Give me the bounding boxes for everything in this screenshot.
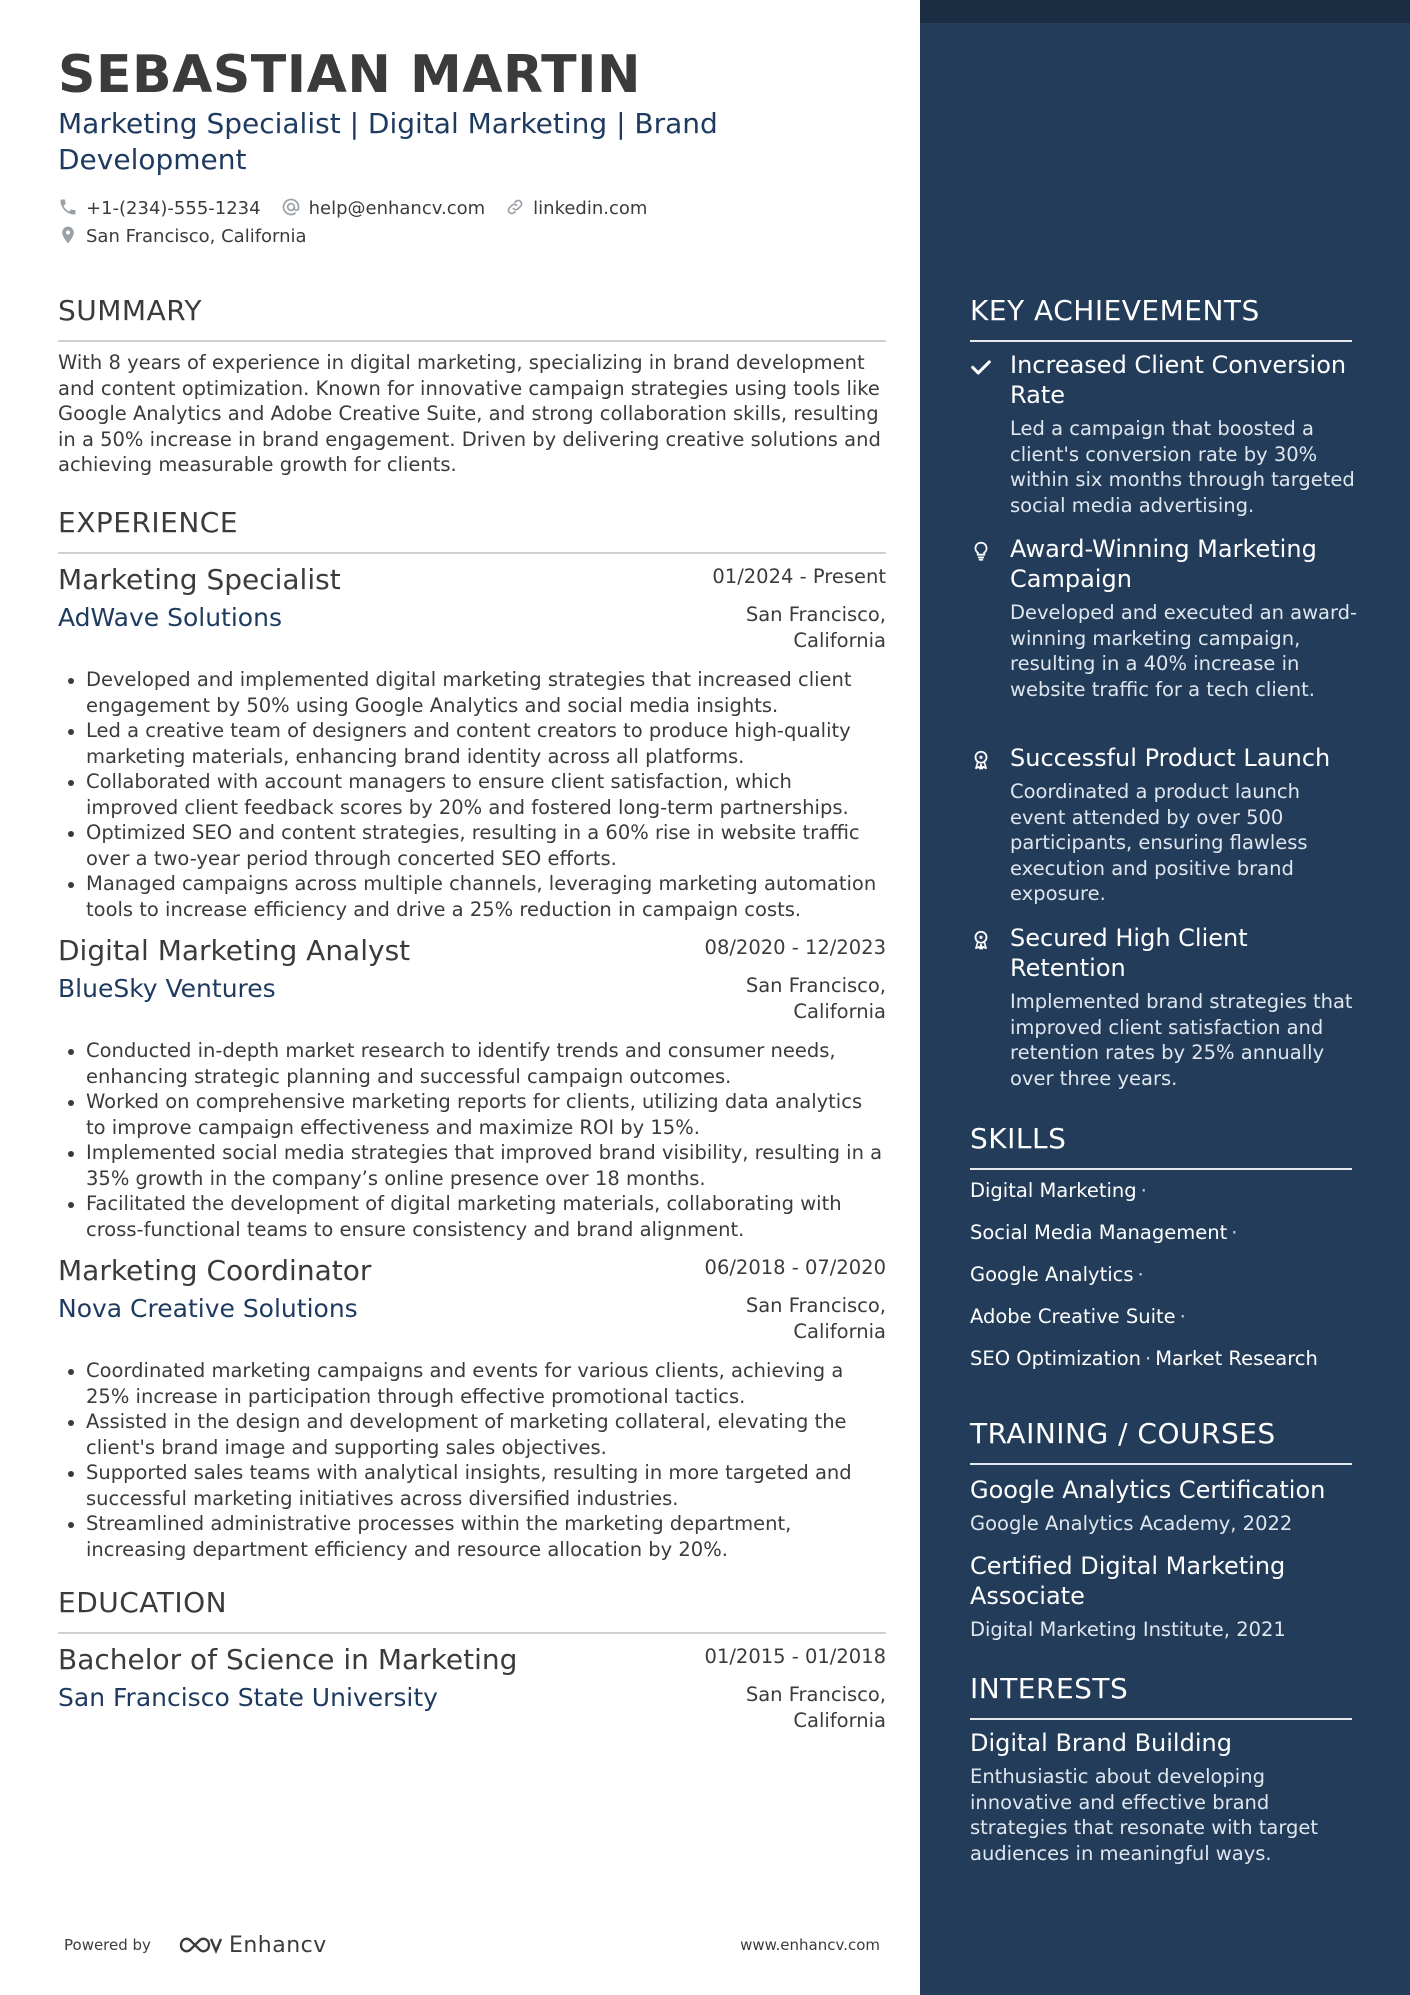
linkedin-contact[interactable] [505,197,647,219]
course-provider: Google Analytics Academy, 2022 [970,1512,1293,1535]
education-dates: 01/2015 - 01/2018 [704,1645,886,1668]
bullet-item: Led a creative team of designers and content creators to produce high-quality marketing materials, enhancing brand identity across all platforms. [58,718,886,769]
job-bullets [58,667,886,922]
achievement-title: Increased Client Conversion Rate [1010,351,1347,409]
powered-by-text: Powered by [64,1936,151,1954]
headline: Marketing Specialist | Digital Marketing | Brand Development [58,107,718,176]
job-dates: 08/2020 - 12/2023 [704,936,886,959]
bullet-item: Optimized SEO and content strategies, resulting in a 60% rise in website traffic over a two-year period through concerted SEO efforts. [58,820,886,871]
education-location: San Francisco, California [745,1683,886,1732]
achievement-desc: Implemented brand strategies that improved client satisfaction and retention rates by 25% annually over three years. [1010,990,1353,1090]
footer [64,1930,880,1960]
skills-list: Digital Marketing · Social Media Management · Google Analytics · Adobe Creative Suite · SEO Optimization · Market Research [970,1179,1318,1370]
interest-desc: Enthusiastic about developing innovative and effective brand strategies that resonate with target audiences in meaningful ways. [970,1765,1319,1865]
job-title: Digital Marketing Analyst [58,934,411,967]
job-company: BlueSky Ventures [58,974,276,1003]
enhancv-logo-icon [177,1933,223,1957]
skill-item: Adobe Creative Suite [970,1305,1176,1328]
linkedin-text: linkedin.com [533,197,648,219]
skill-item: Social Media Management [970,1221,1228,1244]
job-location: San Francisco, California [745,1294,886,1343]
link-icon [505,197,529,219]
interest-item [970,1728,1360,1866]
at-icon [281,197,305,219]
sidebar [920,0,1410,1995]
achievement-title: Award-Winning Marketing Campaign [1010,535,1317,593]
experience-heading: EXPERIENCE [58,506,886,554]
skill-item: Google Analytics [970,1263,1134,1286]
bullet-item: Worked on comprehensive marketing reports for clients, utilizing data analytics to improve campaign effectiveness and maximize ROI by 15%. [58,1089,886,1140]
course-item [970,1551,1360,1643]
bullet-item: Conducted in-depth market research to identify trends and consumer needs, enhancing strategic planning and successful campaign outcomes. [58,1038,886,1089]
job-company: Nova Creative Solutions [58,1294,358,1323]
bullet-item: Assisted in the design and development of marketing collateral, elevating the client's brand image and supporting sales objectives. [58,1409,886,1460]
achievement-desc: Led a campaign that boosted a client's conversion rate by 30% within six months through targeted social media advertising. [1010,417,1355,517]
job-dates: 01/2024 - Present [712,565,886,588]
course-title: Certified Digital Marketing Associate [970,1552,1286,1610]
summary-heading: SUMMARY [58,294,886,342]
sidebar-top-band [920,0,1410,23]
job-entry [58,1253,886,1562]
job-title: Marketing Coordinator [58,1254,372,1287]
achievement-item [970,923,1360,1091]
interest-title: Digital Brand Building [970,1729,1232,1757]
bullet-item: Implemented social media strategies that improved brand visibility, resulting in a 35% growth in the company’s online presence over 18 months. [58,1140,886,1191]
course-item [970,1475,1360,1537]
education-entry [58,1642,886,1733]
achievement-item [970,743,1360,907]
location-text: San Francisco, California [86,225,307,247]
job-entry [58,933,886,1242]
job-dates: 06/2018 - 07/2020 [704,1256,886,1279]
location-contact [58,225,307,247]
achievement-title: Secured High Client Retention [1010,924,1248,982]
education-heading: EDUCATION [58,1586,886,1634]
course-title: Google Analytics Certification [970,1476,1326,1504]
location-pin-icon [58,225,82,247]
bullet-item: Developed and implemented digital marketing strategies that increased client engagement by 50% using Google Analytics and social media insights. [58,667,886,718]
skill-item: SEO Optimization [970,1347,1141,1370]
contact-info [58,194,898,250]
skill-item: Market Research [1155,1347,1318,1370]
job-location: San Francisco, California [745,974,886,1023]
achievements-heading: KEY ACHIEVEMENTS [970,294,1352,342]
award-icon [970,923,1010,1091]
job-company: AdWave Solutions [58,603,282,632]
bullet-item: Facilitated the development of digital marketing materials, collaborating with cross-functional teams to ensure consistency and brand alignment. [58,1191,886,1242]
enhancv-brand-text: Enhancv [228,1932,327,1958]
email-contact[interactable] [281,197,486,219]
phone-text: +1-(234)-555-1234 [86,197,261,219]
job-bullets [58,1358,886,1562]
footer-url[interactable]: www.enhancv.com [740,1936,880,1954]
achievement-item [970,350,1360,518]
summary-text: With 8 years of experience in digital marketing, specializing in brand development and content optimization. Known for innovative campaign strategies using tools like Google Analytics and Adobe Creative Suite, and strong collaboration skills, resulting in a 50% increase in brand engagement. Driven by delivering creative solutions and achieving measurable growth for clients. [58,351,881,476]
bullet-item: Collaborated with account managers to ensure client satisfaction, which improved client feedback scores by 20% and fostered long-term partnerships. [58,769,886,820]
degree-title: Bachelor of Science in Marketing [58,1643,518,1676]
job-location: San Francisco, California [745,603,886,652]
achievement-desc: Developed and executed an award-winning marketing campaign, resulting in a 40% increase in website traffic for a tech client. [1010,601,1358,701]
school-name: San Francisco State University [58,1683,438,1712]
training-heading: TRAINING / COURSES [970,1417,1352,1465]
course-provider: Digital Marketing Institute, 2021 [970,1618,1286,1641]
phone-contact[interactable] [58,197,261,219]
job-entry [58,562,886,922]
bullet-item: Supported sales teams with analytical insights, resulting in more targeted and successful marketing initiatives across diversified industries. [58,1460,886,1511]
job-bullets [58,1038,886,1242]
lightbulb-icon [970,534,1010,702]
job-title: Marketing Specialist [58,563,341,596]
interests-heading: INTERESTS [970,1672,1352,1720]
bullet-item: Coordinated marketing campaigns and events for various clients, achieving a 25% increase in participation through effective promotional tactics. [58,1358,886,1409]
bullet-item: Streamlined administrative processes within the marketing department, increasing department efficiency and resource allocation by 20%. [58,1511,886,1562]
achievement-title: Successful Product Launch [1010,744,1331,772]
email-text: help@enhancv.com [308,197,486,219]
achievement-desc: Coordinated a product launch event attended by over 500 participants, ensuring flawless execution and positive brand exposure. [1010,780,1308,905]
award-icon [970,743,1010,907]
check-icon [970,350,1010,518]
candidate-name: SEBASTIAN MARTIN [58,45,642,105]
phone-icon [58,197,82,219]
bullet-item: Managed campaigns across multiple channels, leveraging marketing automation tools to increase efficiency and drive a 25% reduction in campaign costs. [58,871,886,922]
achievement-item [970,534,1360,702]
skill-item: Digital Marketing [970,1179,1137,1202]
skills-heading: SKILLS [970,1122,1352,1170]
enhancv-logo[interactable] [177,1933,327,1958]
